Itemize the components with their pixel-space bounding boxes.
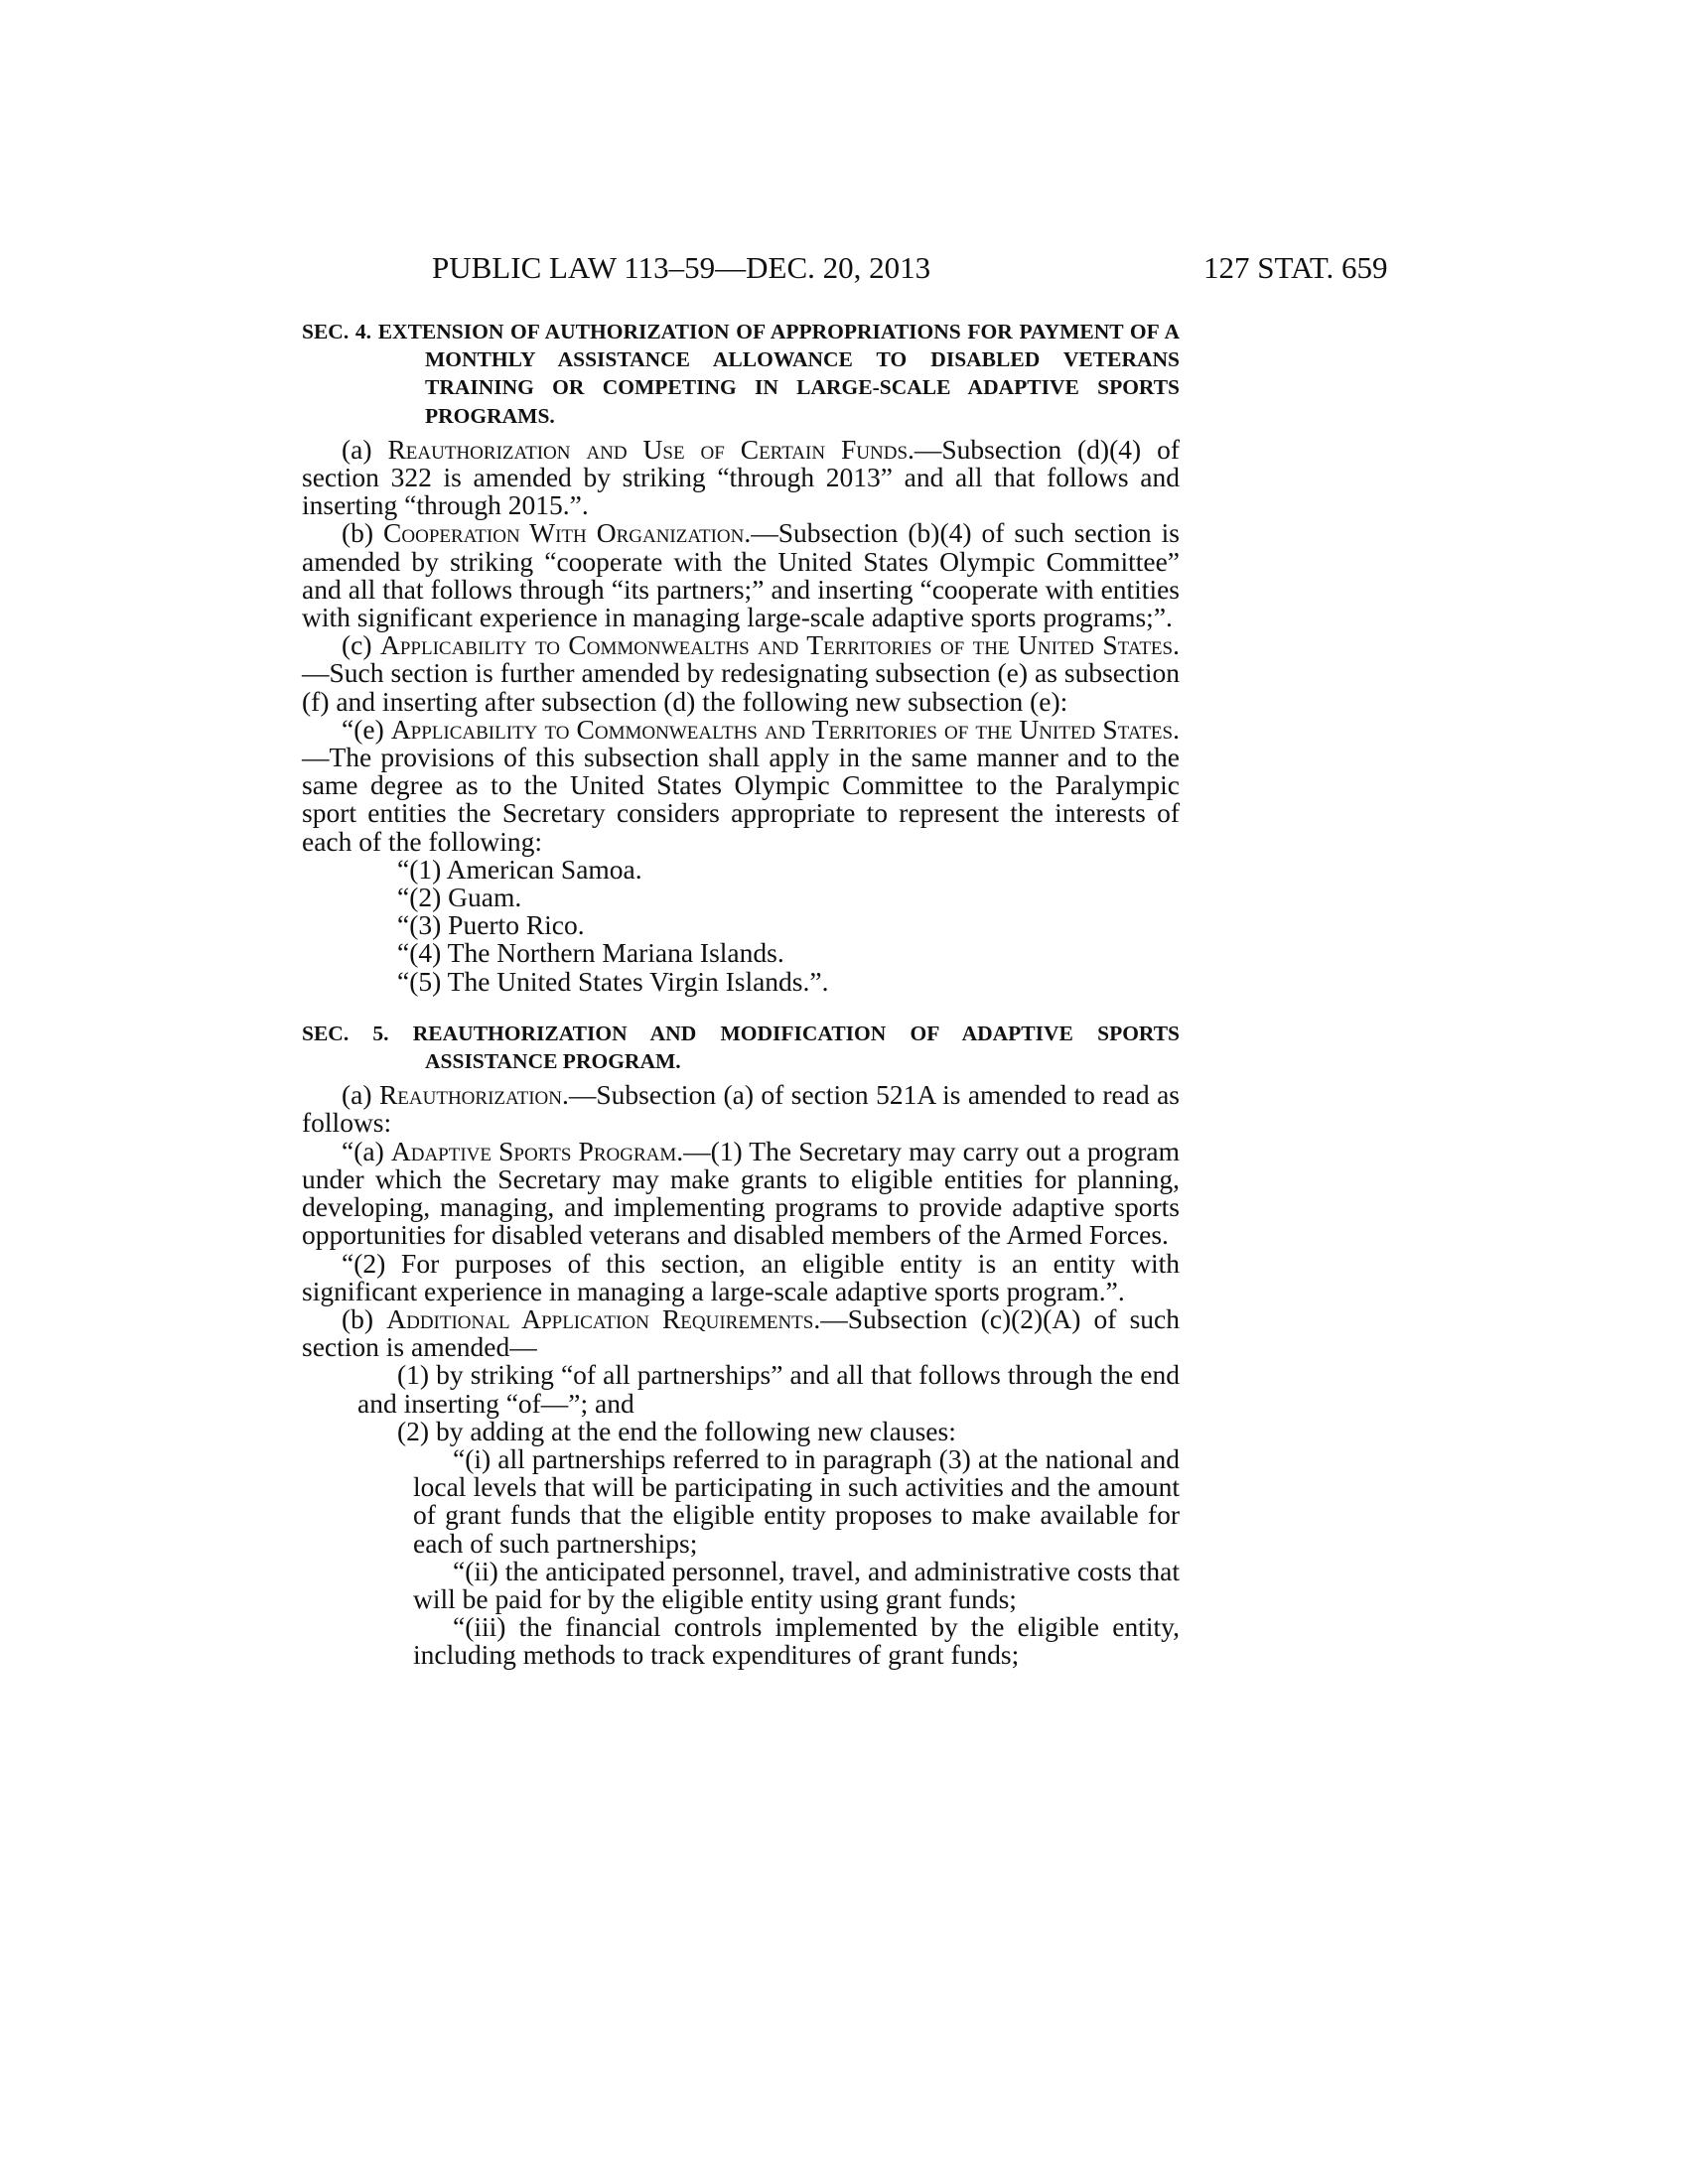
sec4-a-caption: Reauthorization and Use of Certain Funds. bbox=[387, 433, 914, 465]
sec4-subsection-b: (b) Cooperation With Organization.—Subsection (b)(4) of such section is amended by striking “cooperate with the United States Olympic Committee” and all that follows through “its partners;” and inserting “cooperate with entities with significant experience in managing large-scale adaptive sports programs;”. bbox=[302, 517, 1180, 633]
territory-item: “(4) The Northern Mariana Islands. bbox=[397, 937, 784, 969]
sec5-quoted-a-caption: Adaptive Sports Program. bbox=[390, 1135, 684, 1166]
clause-item: “(iii) the financial controls implemented by the eligible entity, including methods to track expenditures of grant funds; bbox=[413, 1611, 1180, 1671]
running-head bbox=[0, 248, 1688, 288]
territory-item: “(2) Guam. bbox=[397, 882, 522, 913]
statute-page-number: 127 STAT. 659 bbox=[1203, 250, 1388, 285]
clause-item: “(i) all partnerships referred to in paragraph (3) at the national and local levels that will be participating in such activities and the amount of grant funds that the eligible entity proposes to make available for each of such partnerships; bbox=[413, 1442, 1180, 1559]
territory-item: “(3) Puerto Rico. bbox=[397, 909, 585, 941]
sec5-subsection-b: (b) Additional Application Requirements.—Subsection (c)(2)(A) of such section is amended— bbox=[302, 1302, 1180, 1363]
sec4-b-caption: Cooperation With Organization. bbox=[383, 517, 752, 549]
sec4-subsection-a: (a) Reauthorization and Use of Certain Funds.—Subsection (d)(4) of section 322 is amended by striking “through 2013” and all that follows and inserting “through 2015.”. bbox=[302, 433, 1180, 521]
sec4-subsection-c: (c) Applicability to Commonwealths and Territories of the United States.—Such section is further amended by redesignating subsection (e) as subsection (f) and inserting after subsection (d) the following new subsection (e): bbox=[302, 629, 1180, 717]
sec5-a-caption: Reauthorization. bbox=[378, 1079, 569, 1111]
law-citation: PUBLIC LAW 113–59—DEC. 20, 2013 bbox=[432, 250, 931, 285]
sec5-b-caption: Additional Application Requirements. bbox=[386, 1302, 821, 1334]
sec5-quoted-paragraph-2: “(2) For purposes of this section, an eligible entity is an entity with significant experience in managing a large-scale adaptive sports program.”. bbox=[302, 1247, 1180, 1306]
clause-item: “(ii) the anticipated personnel, travel, and administrative costs that will be paid for by the eligible entity using grant funds; bbox=[413, 1555, 1180, 1614]
document-body bbox=[302, 318, 1180, 1670]
sec5-quoted-subsection-a: “(a) Adaptive Sports Program.—(1) The Secretary may carry out a program under which the Secretary may make grants to eligible entities for planning, developing, managing, and implementing programs to provide adaptive sports opportunities for disabled veterans and disabled members of the Armed Forces. bbox=[302, 1135, 1180, 1251]
amendment-item-2: (2) by adding at the end the following new clauses: bbox=[397, 1415, 956, 1446]
amendment-item-1: (1) by striking “of all partnerships” and all that follows through the end and inserting “of—”; and bbox=[357, 1359, 1180, 1419]
territory-item: “(1) American Samoa. bbox=[397, 853, 642, 885]
section-4-heading: SEC. 4. EXTENSION OF AUTHORIZATION OF APPROPRIATIONS FOR PAYMENT OF A MONTHLY ASSISTANCE ALLOWANCE TO DISABLED VETERANS TRAINING OR COMPETING IN LARGE-SCALE ADAPTIVE SPORTS PROGRAMS. bbox=[302, 320, 1180, 428]
sec4-c-caption: Applicability to Commonwealths and Territories of the United States. bbox=[379, 629, 1180, 661]
sec4-e-caption: Applicability to Commonwealths and Territories of the United States. bbox=[390, 713, 1180, 745]
section-5-heading: SEC. 5. REAUTHORIZATION AND MODIFICATION OF ADAPTIVE SPORTS ASSISTANCE PROGRAM. bbox=[302, 1021, 1180, 1074]
sec5-subsection-a: (a) Reauthorization.—Subsection (a) of section 521A is amended to read as follows: bbox=[302, 1079, 1180, 1139]
sec4-quoted-subsection-e: “(e) Applicability to Commonwealths and Territories of the United States.—The provisions of this subsection shall apply in the same manner and to the same degree as to the United States Olympic Committee to the Paralympic sport entities the Secretary considers appropriate to represent the interests of each of the following: bbox=[302, 713, 1180, 857]
territory-item: “(5) The United States Virgin Islands.”. bbox=[397, 965, 829, 997]
